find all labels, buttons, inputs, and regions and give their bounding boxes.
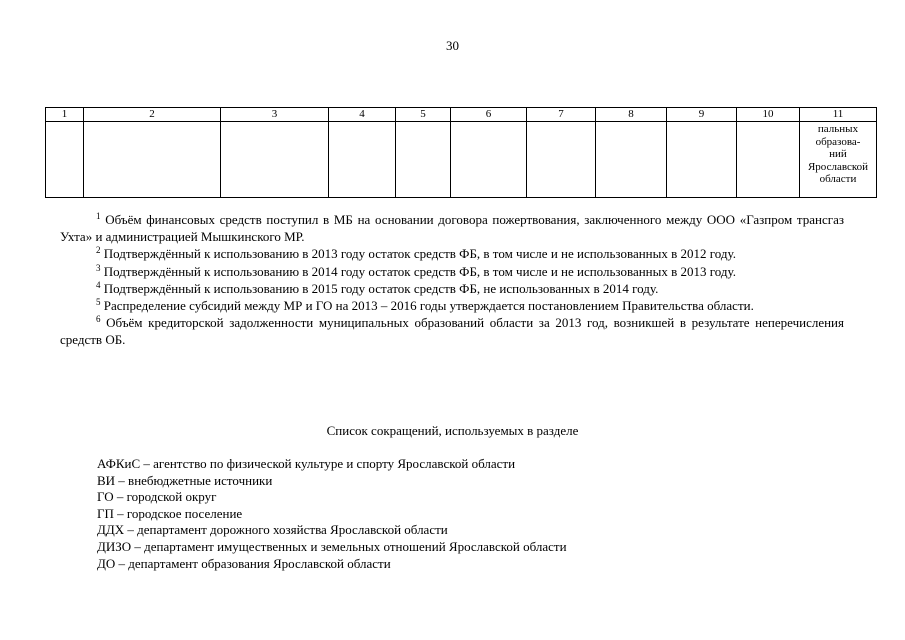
abbreviations-list [97,456,857,572]
table-cell: пальных образова- ний Ярославской области [800,122,877,198]
table-row [46,122,877,198]
column-header: 11 [800,108,877,122]
footnote-mark: 3 [96,262,101,273]
abbreviation-item: АФКиС – агентство по физической культуре и спорту Ярославской области [97,456,516,471]
footnote-text: Подтверждённый к использованию в 2013 году остаток средств ФБ, в том числе и не использованных в 2012 году. [103,246,736,262]
data-table [45,107,877,198]
footnote-mark: 2 [96,245,101,256]
column-header: 4 [329,108,396,122]
abbreviation-item: ГО – городской округ [97,489,217,505]
table-cell [84,122,221,198]
footnote-text: Подтверждённый к использованию в 2015 году остаток средств ФБ, не использованных в 2014 году. [103,280,659,296]
column-header: 10 [737,108,800,122]
footnote [60,263,844,280]
abbreviations-title: Список сокращений, используемых в разделе [326,423,579,438]
table-cell [667,122,737,198]
column-header: 5 [396,108,451,122]
table-cell [46,122,84,198]
footnote [60,297,844,314]
table-cell [451,122,527,198]
footnote-mark: 6 [96,314,101,325]
table-cell [221,122,329,198]
footnote-text: Объём кредиторской задолженности муниципальных образований области за 2013 год, возникшей в результате неперечисления средств ОБ. [60,315,844,348]
page-number: 30 [446,38,459,53]
footnote-mark: 4 [96,279,101,290]
column-header: 3 [221,108,329,122]
column-header: 9 [667,108,737,122]
abbreviation-item: ГП – городское поселение [97,505,243,521]
table-header-row [46,108,877,122]
table-cell [396,122,451,198]
footnotes [60,211,844,349]
column-header: 6 [451,108,527,122]
column-header: 1 [46,108,84,122]
abbreviation-item: ДДХ – департамент дорожного хозяйства Ярославской области [97,522,448,538]
footnote [60,280,844,297]
footnote-text: Объём финансовых средств поступил в МБ на основании договора пожертвования, заключенного между ООО «Газпром трансгаз Ухта» и администрацией Мышкинского МР. [60,212,844,245]
table-cell [329,122,396,198]
footnote-mark: 5 [96,297,101,308]
column-header: 2 [84,108,221,122]
table-cell [737,122,800,198]
footnote [60,211,844,245]
column-header: 7 [527,108,596,122]
footnote-text: Распределение субсидий между МР и ГО на 2013 – 2016 годы утверждается постановлением Правительства области. [103,298,754,314]
abbreviation-item: ДО – департамент образования Ярославской области [97,555,391,571]
footnote [60,314,844,348]
abbreviation-item: ДИЗО – департамент имущественных и земельных отношений Ярославской области [97,538,567,554]
table-cell [527,122,596,198]
abbreviation-item: ВИ – внебюджетные источники [97,472,273,488]
footnote-text: Подтверждённый к использованию в 2014 году остаток средств ФБ, в том числе и не использованных в 2013 году. [103,263,736,279]
footnote [60,245,844,262]
table-cell [596,122,667,198]
footnote-mark: 1 [96,211,101,221]
column-header: 8 [596,108,667,122]
